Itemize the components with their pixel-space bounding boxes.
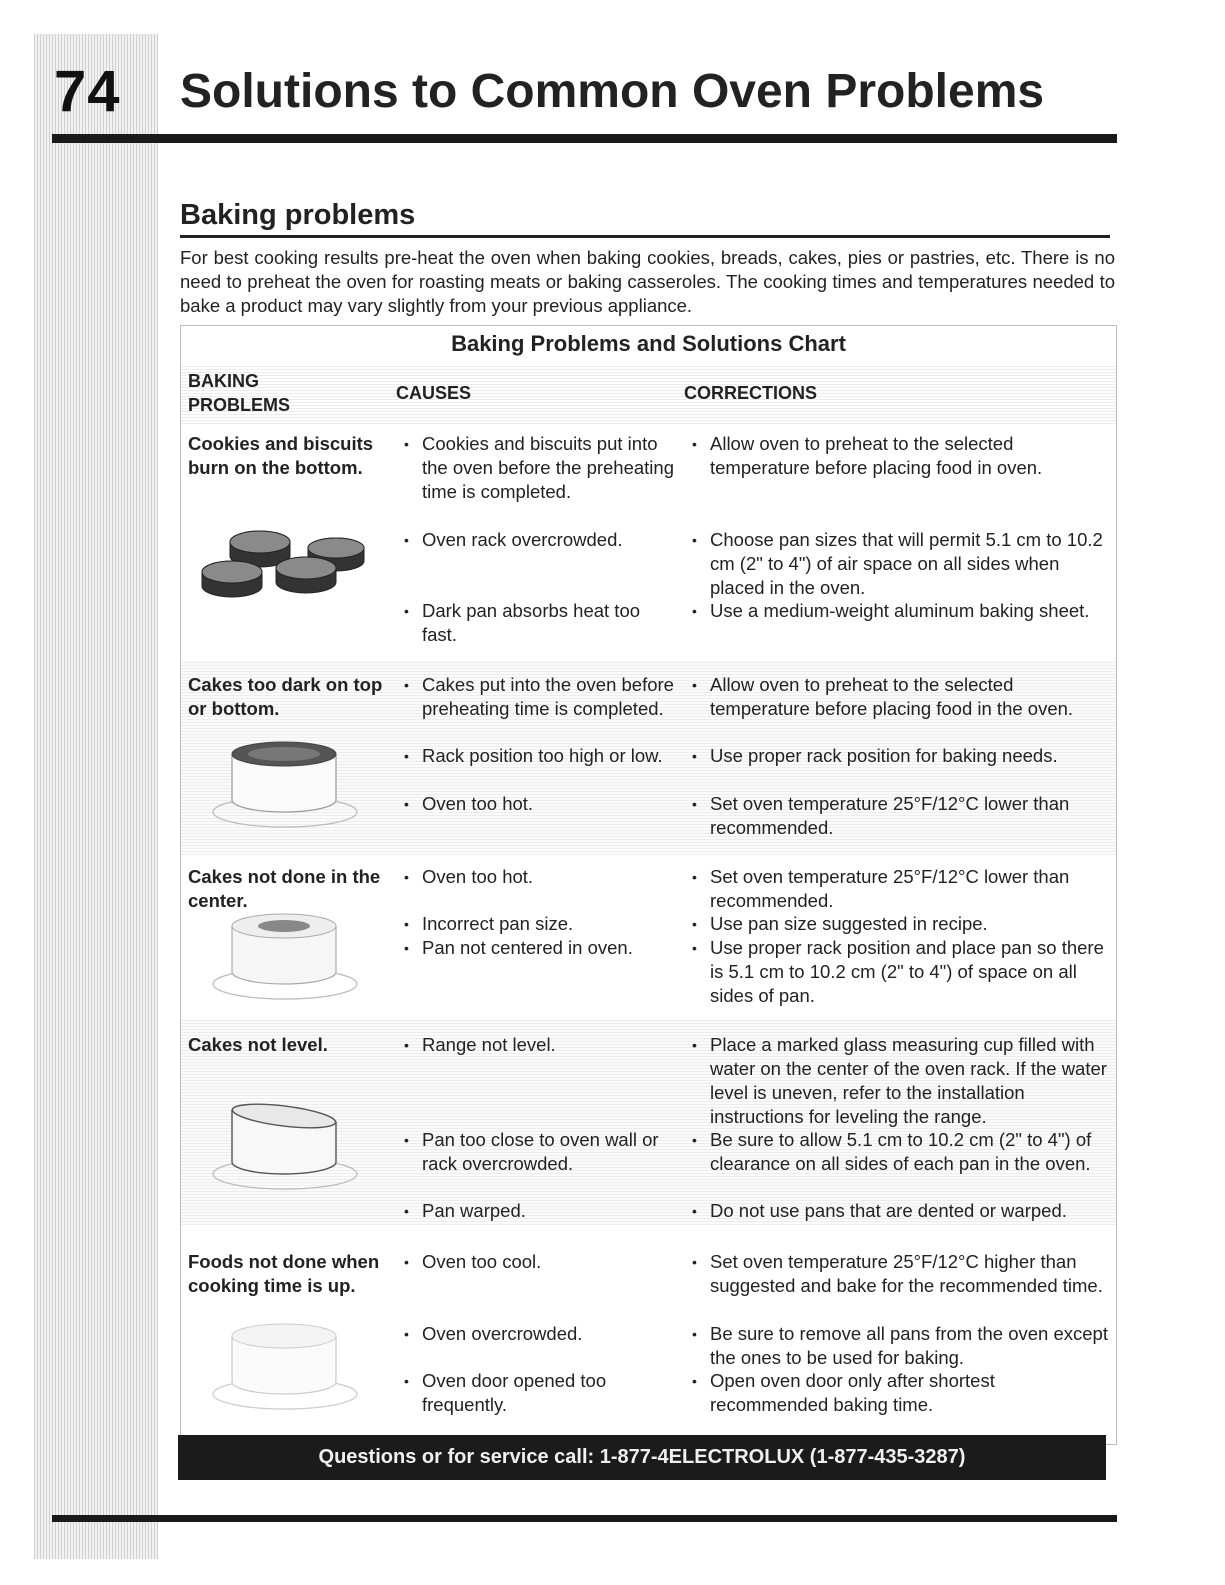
chart-title: Baking Problems and Solutions Chart: [451, 331, 846, 356]
correction-item: • Allow oven to preheat to the selected temperature before placing food in oven.: [692, 433, 1043, 478]
cause-item: • Oven rack overcrowded.: [404, 529, 623, 550]
cake-pale-icon: [210, 1320, 360, 1412]
page-title: Solutions to Common Oven Problems: [180, 65, 1045, 118]
top-divider: [52, 134, 1117, 143]
page-number: 74: [54, 59, 121, 124]
problem-label: Foods not done when cooking time is up.: [188, 1251, 380, 1296]
cause-item: • Range not level.: [404, 1034, 556, 1055]
correction-item: • Open oven door only after shortest recommended baking time.: [692, 1370, 995, 1415]
cake-undone-icon: [210, 910, 360, 1002]
bottom-divider: [52, 1515, 1117, 1522]
correction-item: • Use proper rack position and place pan so there is 5.1 cm to 10.2 cm (2" to 4") of space on all sides of pan.: [692, 937, 1104, 1006]
correction-item: • Set oven temperature 25°F/12°C higher than suggested and bake for the recommended time.: [692, 1251, 1103, 1296]
cause-item: • Pan not centered in oven.: [404, 937, 633, 958]
correction-item: • Use a medium-weight aluminum baking sheet.: [692, 600, 1090, 621]
correction-item: • Set oven temperature 25°F/12°C lower than recommended.: [692, 793, 1070, 838]
header-band: [181, 366, 1116, 424]
correction-item: • Be sure to allow 5.1 cm to 10.2 cm (2" to 4") of clearance on all sides of each pan in the oven.: [692, 1129, 1092, 1174]
correction-item: • Allow oven to preheat to the selected temperature before placing food in the oven.: [692, 674, 1074, 719]
cause-item: • Oven overcrowded.: [404, 1323, 583, 1344]
correction-item: • Choose pan sizes that will permit 5.1 cm to 10.2 cm (2" to 4") of air space on all sides when placed in the oven.: [692, 529, 1103, 598]
cause-item: • Oven too hot.: [404, 866, 534, 887]
column-header-causes: CAUSES: [396, 383, 472, 403]
cause-item: • Rack position too high or low.: [404, 745, 663, 766]
problem-label: Cakes not level.: [188, 1034, 328, 1055]
left-margin-strip: [34, 34, 158, 1559]
correction-item: • Use proper rack position for baking needs.: [692, 745, 1058, 766]
cause-item: • Oven too cool.: [404, 1251, 542, 1272]
correction-item: • Use pan size suggested in recipe.: [692, 913, 988, 934]
problem-label: Cookies and biscuits burn on the bottom.: [188, 433, 374, 478]
correction-item: • Do not use pans that are dented or warped.: [692, 1200, 1067, 1221]
cake-dark-icon: [210, 738, 360, 830]
service-call-banner: Questions or for service call: 1-877-4ELECTROLUX (1-877-435-3287): [178, 1435, 1106, 1480]
correction-item: • Place a marked glass measuring cup filled with water on the center of the oven rack. If the water level is uneven, refer to the installation instructions for leveling the range.: [692, 1034, 1107, 1127]
cause-item: • Oven too hot.: [404, 793, 534, 814]
cause-item: • Cakes put into the oven before preheating time is completed.: [404, 674, 674, 719]
cake-tilted-icon: [210, 1100, 360, 1192]
intro-paragraph: For best cooking results pre-heat the oven when baking cookies, breads, cakes, pies or pastries, etc. There is no need to preheat the oven for roasting meats or baking casseroles. The cooking times and temperatures needed to bake a product may vary slightly from your previous appliance.: [180, 247, 1115, 316]
cause-item: • Pan too close to oven wall or rack overcrowded.: [404, 1129, 659, 1174]
cause-item: • Cookies and biscuits put into the oven before the preheating time is completed.: [404, 433, 674, 502]
problem-label: Cakes too dark on top or bottom.: [188, 674, 383, 719]
correction-item: • Be sure to remove all pans from the oven except the ones to be used for baking.: [692, 1323, 1108, 1368]
cause-item: • Dark pan absorbs heat too fast.: [404, 600, 641, 645]
problem-label: Cakes not done in the center.: [188, 866, 381, 911]
column-header-corrections: CORRECTIONS: [684, 383, 818, 403]
cookies-icon: [198, 520, 368, 615]
section-heading: Baking problems: [180, 199, 1110, 238]
cause-item: • Incorrect pan size.: [404, 913, 574, 934]
cause-item: • Pan warped.: [404, 1200, 526, 1221]
cause-item: • Oven door opened too frequently.: [404, 1370, 607, 1415]
column-header-problems: BAKING PROBLEMS: [188, 371, 291, 415]
correction-item: • Set oven temperature 25°F/12°C lower than recommended.: [692, 866, 1070, 911]
